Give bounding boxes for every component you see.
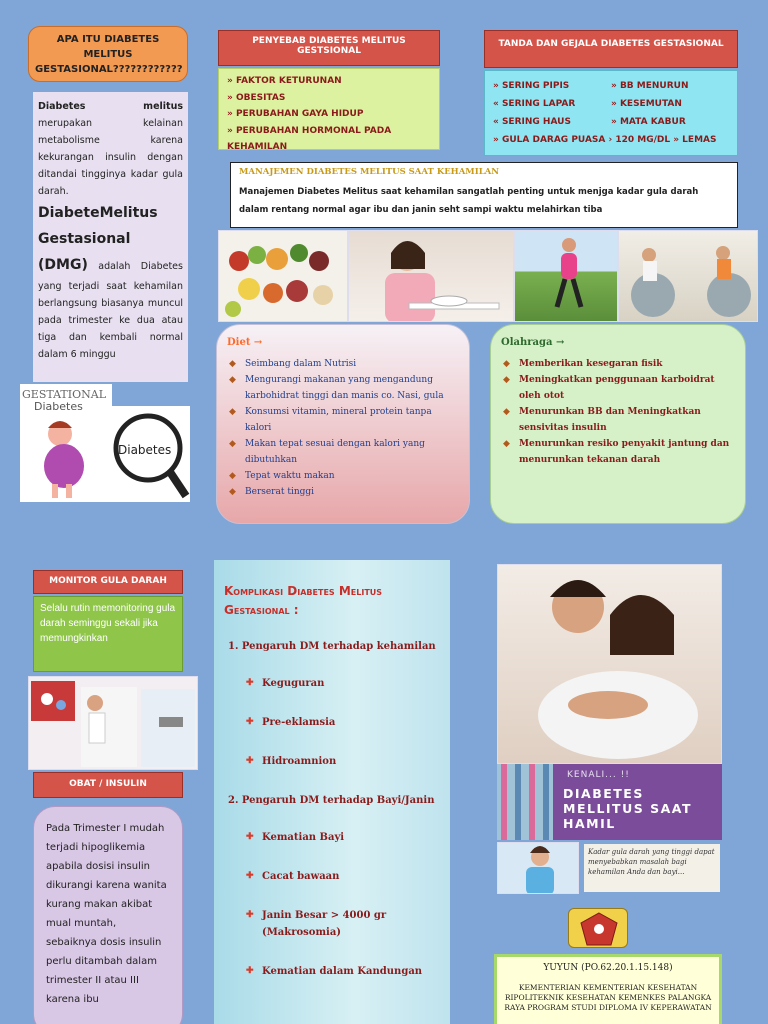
complication-item: ✚ Janin Besar > 4000 gr (Makrosomia) — [224, 907, 440, 941]
sign-item: » MATA KABUR — [611, 117, 686, 127]
complication-item: ✚ Kematian dalam Kandungan — [224, 963, 440, 980]
diet-title: Diet → — [227, 337, 263, 348]
management-text: Manajemen Diabetes Melitus saat kehamilan sangatlah penting untuk menjga kadar gula darah dalam rentang normal agar ibu dan janin seht sampi waktu melahirkan tiba — [239, 187, 699, 215]
intro-title: APA ITU DIABETES MELITUS GESTASIONAL???????????? — [35, 34, 183, 75]
exercise-item: ◆ Menurunkan resiko penyakit jantung dan menurunkan tekanan darah — [501, 436, 735, 468]
medication-header-text: OBAT / INSULIN — [69, 779, 147, 789]
glucose-tools-photo — [28, 676, 198, 770]
def-text: merupakan kelainan metabolisme karena kekurangan insulin dengan ditandai tingginya kadar gula darah. — [38, 118, 183, 197]
complication-item: ✚ Cacat bawaan — [224, 868, 440, 885]
dmg-title: DiabeteMelitus Gestasional — [38, 205, 158, 247]
exercise-list — [501, 356, 735, 468]
diet-item: ◆ Makan tepat sesuai dengan kalori yang dibutuhkan — [227, 436, 459, 468]
exercise-item: ◆ Memberikan kesegaran fisik — [501, 356, 735, 372]
complication-item: ✚ Hidroamnion — [224, 753, 440, 770]
exercise-item: ◆ Meningkatkan penggunaan karboidrat oleh otot — [501, 372, 735, 404]
signs-header — [484, 30, 738, 68]
exercise-item: ◆ Menurunkan BB dan Meningkatkan sensivitas insulin — [501, 404, 735, 436]
nurse-photo — [497, 842, 579, 894]
complications-box — [214, 560, 450, 1024]
diabetes-magnifier-illustration — [110, 406, 190, 502]
dmg-text: adalah Diabetes yang terjadi saat kehamilan berlangsung biasanya muncul pada trimester ke dua atau tiga dan kembali normal dalam 6 minggu — [38, 261, 183, 360]
sign-item: » GULA DARAG PUASA › 120 MG/DL » LEMAS — [493, 135, 717, 145]
credit-org: KEMENTERIAN KEMENTERIAN KESEHATAN RIPOLITEKNIK KESEHATAN KEMENKES PALANGKA RAYA PROGRAM STUDI DIPLOMA IV KEPERAWATAN — [504, 983, 712, 1012]
sign-item: « SERING HAUS — [493, 117, 571, 127]
complication-group: 1. Pengaruh DM terhadap kehamilan — [228, 641, 436, 652]
complication-item: ✚ Kematian Bayi — [224, 829, 440, 846]
svg-text:Diabetes: Diabetes — [34, 400, 83, 413]
pregnant-woman-running-photo — [514, 230, 618, 322]
medication-text: Pada Trimester I mudah terjadi hipoglikemia apabila dosisi insulin dikurangi karena wanita kurang makan akibat mual muntah, sebaiknya dosis insulin perlu ditambah dalam trimester II atau III karena ibu — [46, 823, 167, 1005]
medication-header — [33, 772, 183, 798]
cause-item: » OBESITAS — [227, 92, 286, 103]
causes-header-text: PENYEBAB DIABETES MELITUS GESTSIONAL — [252, 36, 406, 56]
monitor-header-text: MONITOR GULA DARAH — [49, 576, 167, 586]
couple-photo — [497, 564, 722, 764]
credit-box — [494, 954, 722, 1024]
credit-name: YUYUN (PO.62.20.1.15.148) — [543, 963, 673, 973]
exercise-ball-photo — [618, 230, 758, 322]
signs-header-text: TANDA DAN GEJALA DIABETES GESTASIONAL — [498, 39, 724, 49]
monitor-box — [33, 596, 183, 672]
complication-item: ✚ Pre-eklamsia — [224, 714, 440, 731]
diet-item: ◆ Konsumsi vitamin, mineral protein tanpa kalori — [227, 404, 459, 436]
causes-header — [218, 30, 440, 66]
diet-item: ◆ Mengurangi makanan yang mengandung karbohidrat tinggi dan manis co. Nasi, gula — [227, 372, 459, 404]
institution-logo — [568, 908, 628, 948]
management-box — [230, 162, 738, 228]
cover-title: DIABETES MELLITUS SAAT HAMIL — [563, 786, 692, 831]
diet-item: ◆ Berserat tinggi — [227, 484, 459, 500]
dmg-abbr: (DMG) — [38, 257, 88, 273]
causes-list — [218, 68, 440, 150]
monitor-text: Selalu rutin memonitoring gula darah seminggu sekali jika memungkinkan — [40, 603, 176, 644]
gest-img-word: GESTATIONAL — [22, 388, 107, 401]
signs-list — [484, 70, 738, 156]
gestational-diabetes-illustration — [20, 384, 112, 502]
def-lead: Diabetes melitus — [38, 101, 183, 112]
cause-item: » FAKTOR KETURUNAN — [227, 76, 342, 86]
cover-kenali: KENALI... !! — [567, 770, 630, 780]
diet-item: ◆ Seimbang dalam Nutrisi — [227, 356, 459, 372]
cause-item: » PERUBAHAN HORMONAL PADA KEHAMILAN — [227, 125, 392, 152]
diet-box — [216, 324, 470, 524]
sign-item: » SERING PIPIS — [493, 81, 570, 91]
definition-box — [33, 92, 188, 382]
monitor-header — [33, 570, 183, 594]
diet-item: ◆ Tepat waktu makan — [227, 468, 459, 484]
sign-item: « SERING LAPAR — [493, 99, 576, 109]
medication-box — [33, 806, 183, 1024]
exercise-title: Olahraga → — [501, 337, 565, 348]
intro-title-box — [28, 26, 188, 82]
diet-list — [227, 356, 459, 500]
complication-group: 2. Pengaruh DM terhadap Bayi/Janin — [228, 795, 435, 806]
complications-title: Komplikasi Diabetes Melitus Gestasional : — [224, 584, 383, 617]
complication-item: ✚ Keguguran — [224, 675, 440, 692]
healthy-food-photo — [218, 230, 348, 322]
sign-item: » KESEMUTAN — [611, 99, 682, 109]
cause-item: » PERUBAHAN GAYA HIDUP — [227, 109, 364, 119]
sign-item: » BB MENURUN — [611, 81, 689, 91]
svg-text:Diabetes: Diabetes — [118, 443, 172, 457]
management-title: MANAJEMEN DIABETES MELITUS SAAT KEHAMILAN — [239, 167, 500, 177]
cover-note-text: Kadar gula darah yang tinggi dapat menyebabkan masalah bagi kehamilan Anda dan bayi... — [588, 848, 715, 876]
exercise-box — [490, 324, 746, 524]
pregnant-woman-eating-photo — [348, 230, 514, 322]
cover-note — [584, 844, 720, 892]
